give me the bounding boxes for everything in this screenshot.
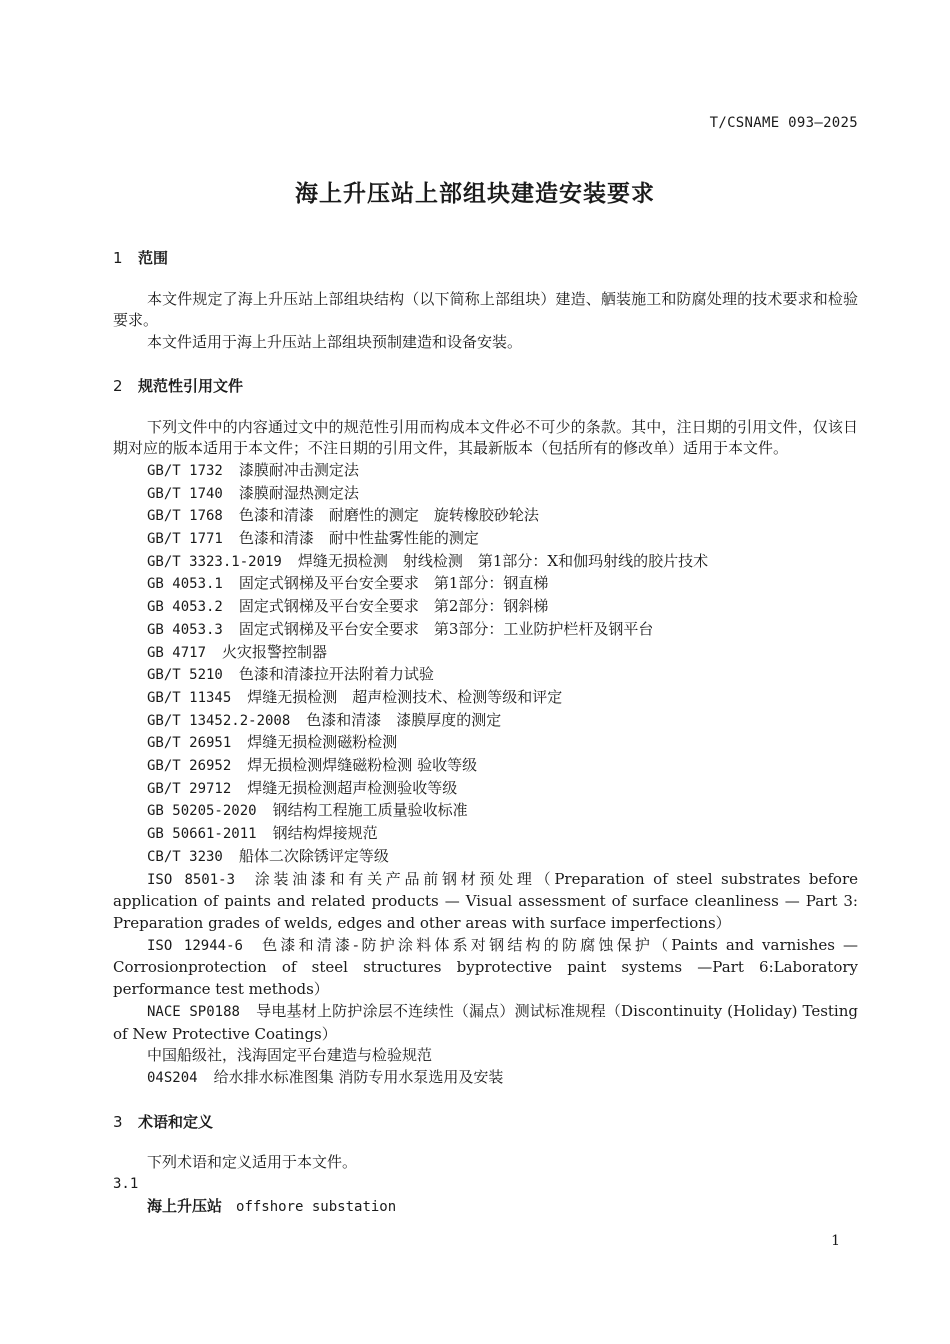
reference-item xyxy=(113,778,858,801)
reference-code: CB/T 3230 xyxy=(147,848,223,865)
paragraph: 下列术语和定义适用于本文件。 xyxy=(147,1153,358,1172)
reference-item xyxy=(113,551,858,574)
reference-code: ISO 8501-3 xyxy=(147,871,236,888)
reference-item xyxy=(113,460,858,483)
section-2-heading xyxy=(113,376,858,398)
reference-item xyxy=(113,664,858,687)
paragraph: 本文件适用于海上升压站上部组块预制建造和设备安装。 xyxy=(147,333,523,352)
reference-item xyxy=(113,483,858,506)
section-3-heading xyxy=(113,1112,858,1134)
section-title: 术语和定义 xyxy=(138,1112,214,1131)
reference-title: 色漆和清漆-防护涂料体系对钢结构的防腐蚀保护（Paints and varnishes — Corrosionprotection of steel structures byprotective paint systems —Part 6:Laboratory performance test methods） xyxy=(113,935,858,999)
reference-title: 固定式钢梯及平台安全要求 第3部分：工业防护栏杆及钢平台 xyxy=(238,619,654,638)
reference-title: 色漆和清漆 耐中性盐雾性能的测定 xyxy=(238,529,479,548)
document-body xyxy=(113,248,858,1218)
reference-code: GB 4053.3 xyxy=(147,621,223,638)
reference-title: 钢结构焊接规范 xyxy=(272,824,378,843)
document-title: 海上升压站上部组块建造安装要求 xyxy=(295,181,655,207)
section-number: 3 xyxy=(113,1112,123,1131)
reference-title: 色漆和清漆 耐磨性的测定 旋转橡胶砂轮法 xyxy=(238,506,539,525)
reference-code: GB/T 3323.1-2019 xyxy=(147,553,282,570)
reference-title: 涂装油漆和有关产品前钢材预处理（Preparation of steel substrates before application of paints and related products — Visual assessment of surface cleanliness — Part 3: Preparation grades of welds, edges and other areas with surface imperfections） xyxy=(113,869,858,932)
standard-code: T/CSNAME 093—2025 xyxy=(709,115,858,131)
page-number: 1 xyxy=(831,1233,840,1249)
reference-title: 色漆和清漆 漆膜厚度的测定 xyxy=(306,710,502,729)
reference-title: 焊缝无损检测超声检测验收等级 xyxy=(247,778,458,797)
reference-code: GB 4053.1 xyxy=(147,576,223,593)
reference-code: NACE SP0188 xyxy=(147,1003,240,1020)
reference-item xyxy=(113,573,858,596)
term-entry xyxy=(113,1196,858,1219)
reference-title: 漆膜耐冲击测定法 xyxy=(238,460,359,479)
reference-item xyxy=(113,823,858,846)
reference-code: ISO 12944-6 xyxy=(147,937,243,954)
reference-code: GB/T 1732 xyxy=(147,462,223,479)
term-number: 3.1 xyxy=(113,1176,139,1193)
reference-title: 焊缝无损检测 射线检测 第1部分：X和伽玛射线的胶片技术 xyxy=(297,551,709,570)
reference-item xyxy=(113,1067,858,1090)
reference-code: GB/T 5210 xyxy=(147,667,223,684)
paragraph: 本文件规定了海上升压站上部组块结构（以下简称上部组块）建造、舾装施工和防腐处理的技术要求和检验要求。 xyxy=(113,289,858,330)
section-title: 范围 xyxy=(138,249,169,267)
reference-code: 04S204 xyxy=(147,1069,198,1086)
reference-item xyxy=(113,846,858,869)
reference-code: GB/T 1768 xyxy=(147,508,223,525)
reference-code: GB/T 1771 xyxy=(147,531,223,548)
reference-code: GB/T 11345 xyxy=(147,689,232,706)
section-number: 1 xyxy=(113,249,123,267)
reference-title: 中国船级社，浅海固定平台建造与检验规范 xyxy=(147,1046,433,1065)
reference-title: 漆膜耐湿热测定法 xyxy=(238,483,359,502)
reference-item xyxy=(113,755,858,778)
reference-item xyxy=(113,710,858,733)
reference-item xyxy=(113,1045,858,1067)
term-chinese: 海上升压站 xyxy=(147,1196,223,1215)
reference-code: GB/T 26951 xyxy=(147,735,232,752)
section-title: 规范性引用文件 xyxy=(138,376,244,395)
reference-item xyxy=(113,619,858,642)
paragraph: 下列文件中的内容通过文中的规范性引用而构成本文件必不可少的条款。其中，注日期的引用文件，仅该日期对应的版本适用于本文件；不注日期的引用文件，其最新版本（包括所有的修改单）适用于本文件。 xyxy=(113,417,858,458)
reference-title: 火灾报警控制器 xyxy=(222,642,328,661)
reference-item xyxy=(113,732,858,755)
reference-code: GB/T 26952 xyxy=(147,758,232,775)
reference-title: 焊缝无损检测 超声检测技术、检测等级和评定 xyxy=(247,687,563,706)
reference-title: 船体二次除锈评定等级 xyxy=(238,846,389,865)
reference-title: 固定式钢梯及平台安全要求 第1部分：钢直梯 xyxy=(238,574,549,593)
reference-item xyxy=(113,528,858,551)
reference-code: GB/T 29712 xyxy=(147,780,232,797)
reference-code: GB/T 1740 xyxy=(147,485,223,502)
reference-item xyxy=(113,1001,858,1045)
reference-item xyxy=(113,935,858,1001)
reference-item xyxy=(113,596,858,619)
reference-title: 固定式钢梯及平台安全要求 第2部分：钢斜梯 xyxy=(238,597,549,616)
reference-title: 色漆和清漆拉开法附着力试验 xyxy=(238,665,434,684)
reference-code: GB 4053.2 xyxy=(147,599,223,616)
section-1-heading xyxy=(113,248,858,270)
reference-item xyxy=(113,505,858,528)
reference-title: 给水排水标准图集 消防专用水泵选用及安装 xyxy=(213,1067,504,1086)
reference-code: GB 50661-2011 xyxy=(147,826,257,843)
reference-item xyxy=(113,687,858,710)
reference-code: GB 4717 xyxy=(147,644,207,661)
reference-title: 焊缝无损检测磁粉检测 xyxy=(247,733,398,752)
reference-title: 导电基材上防护涂层不连续性（漏点）测试标准规程（Discontinuity (Holiday) Testing of New Protective Coatings） xyxy=(113,1001,858,1043)
reference-item xyxy=(113,869,858,935)
section-number: 2 xyxy=(113,376,123,395)
reference-list xyxy=(113,460,858,1090)
term-english: offshore substation xyxy=(236,1198,397,1215)
reference-code: GB 50205-2020 xyxy=(147,803,257,820)
reference-title: 钢结构工程施工质量验收标准 xyxy=(272,801,468,820)
reference-item xyxy=(113,800,858,823)
reference-code: GB/T 13452.2-2008 xyxy=(147,712,291,729)
reference-item xyxy=(113,642,858,665)
reference-title: 焊无损检测焊缝磁粉检测 验收等级 xyxy=(247,756,478,775)
